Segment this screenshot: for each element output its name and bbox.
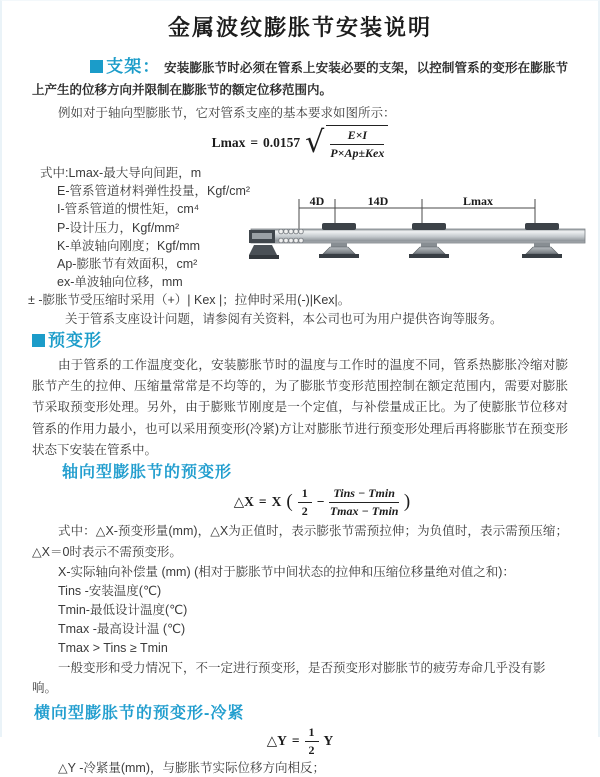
temperature-definitions: [32, 582, 568, 658]
axial-explain: 式中：△X-预变形量(mm)，△X为正值时，表示膨张节需预拉伸；为负值时，表示需预压缩；△X＝0时表示不需预变形。: [32, 524, 568, 560]
formula-equals: =: [250, 135, 259, 150]
definition-line: 式中:Lmax-最大导向间距，m: [40, 166, 202, 180]
formula-radicand: [326, 125, 388, 161]
definition-line: Ap-膨胀节有效面积，cm²: [57, 257, 198, 272]
minus-sign: −: [316, 494, 325, 510]
formula-equals: =: [258, 494, 267, 510]
definition-line: E-管系管道材料弹性投量，Kgf/cm²: [57, 184, 251, 199]
definition-line: ± -膨胀节受压缩时采用（+）| Kex |；拉伸时采用(-)|Kex|。: [28, 293, 351, 308]
section-bullet-icon: [32, 334, 45, 347]
lateral-subheading: 横向型膨胀节的预变形-冷紧: [34, 705, 245, 723]
formula-equals: =: [291, 733, 300, 749]
page-title: 金属波纹膨胀节安装说明: [167, 15, 432, 40]
axial-note: 一般变形和受力情况下，不一定进行预变形，是否预变形对膨胀节的疲劳寿命几乎没有影响。: [32, 661, 546, 696]
half-denominator: 2: [308, 742, 315, 757]
formula-fraction: [330, 128, 384, 161]
predeform-body: 由于管系的工作温度变化，安装膨胀节时的温度与工作时的温度不同，管系热膨胀冷缩对膨胀节产生的拉伸、压缩量常常是不均等的，为了膨胀节变形范围控制在额定范围内，需要对膨胀节采取预变形处理。另外，由于膨账节刚度是一个定值，与补偿量成正比。为了使膨胀节位移对管系的作用力最小，也可以采用预变形(冷紧)方让对膨胀节进行预变形处理后再将膨胀节在预变形状态下安装在管系中。: [32, 357, 568, 458]
formula-numerator: E×I: [330, 128, 384, 145]
section-bullet-icon: [90, 60, 103, 73]
sqrt-icon: √: [305, 125, 325, 160]
axial-subheading: 轴向型膨胀节的预变形: [62, 464, 233, 482]
close-paren: ): [403, 491, 411, 513]
support-section-heading: 支架：: [106, 57, 161, 76]
formula-rhs: Y: [323, 733, 334, 749]
axial-formula: [54, 485, 590, 519]
definition-line: P-设计压力，Kgf/mm²: [57, 220, 180, 235]
dimension-label-lmax: Lmax: [463, 194, 493, 208]
temp-numerator: Tins − Tmin: [329, 486, 399, 503]
lateral-formula: [32, 726, 568, 756]
dimension-label-14d: 14D: [367, 194, 389, 208]
fixed-anchor: [249, 230, 279, 259]
pipe-support-diagram: [249, 193, 600, 263]
half-numerator: 1: [305, 725, 319, 742]
half-numerator: 1: [298, 486, 312, 503]
half-denominator: 2: [301, 503, 308, 518]
definition-line: I-管系管道的惯性矩，cm⁴: [57, 202, 200, 217]
definition-line: ex-单波轴向位移，mm: [57, 275, 183, 290]
half-fraction: [298, 486, 312, 519]
lmax-formula: [32, 126, 568, 160]
temperature-fraction: [329, 486, 399, 519]
formula-lhs: △X: [233, 494, 254, 510]
formula-lhs: △Y: [266, 733, 287, 749]
definition-line: K-单波轴向刚度；Kgf/mm: [57, 238, 201, 253]
t-line: Tmin-最低设计温度(℃): [58, 603, 188, 618]
t-line: Tins -安装温度(℃): [58, 584, 162, 599]
t-line: Tmax > Tins ≥ Tmin: [58, 641, 168, 656]
formula-lhs: Lmax: [211, 135, 246, 150]
formula-denominator: P×Ap±Kex: [330, 146, 385, 160]
temp-denominator: Tmax − Tmin: [329, 503, 399, 518]
predeform-heading-label: 预变形: [48, 330, 102, 350]
support-example-line: 例如对于轴向型膨胀节，它对管系支座的基本要求如图所示：: [58, 106, 396, 120]
formula-coefficient: 0.0157: [263, 135, 301, 150]
definition-consult-line: 关于管系支座设计问题，请参阅有关资料，本公司也可为用户提供咨询等服务。: [65, 311, 503, 326]
support-intro-text: 安装膨胀节时必须在管系上安装必要的支架，以控制管系的变形在膨胀节上产生的位移方向并限制在膨胀节的额定位移范围内。: [32, 61, 568, 97]
dimension-label-4d: 4D: [309, 194, 325, 208]
support-section-intro: [32, 56, 568, 101]
formula-var: X: [271, 494, 282, 510]
predeform-section-heading: [32, 330, 568, 353]
half-fraction: [305, 725, 319, 758]
open-paren: (: [286, 491, 293, 513]
lateral-note: △Y -冷紧量(mm)，与膨胀节实际位移方向相反；: [58, 761, 326, 776]
axial-x-definition: X-实际轴向补偿量 (mm) (相对于膨胀节中间状态的拉伸和压缩位移量绝对值之和)：: [58, 565, 515, 580]
t-line: Tmax -最高设计温 (℃): [58, 622, 186, 637]
